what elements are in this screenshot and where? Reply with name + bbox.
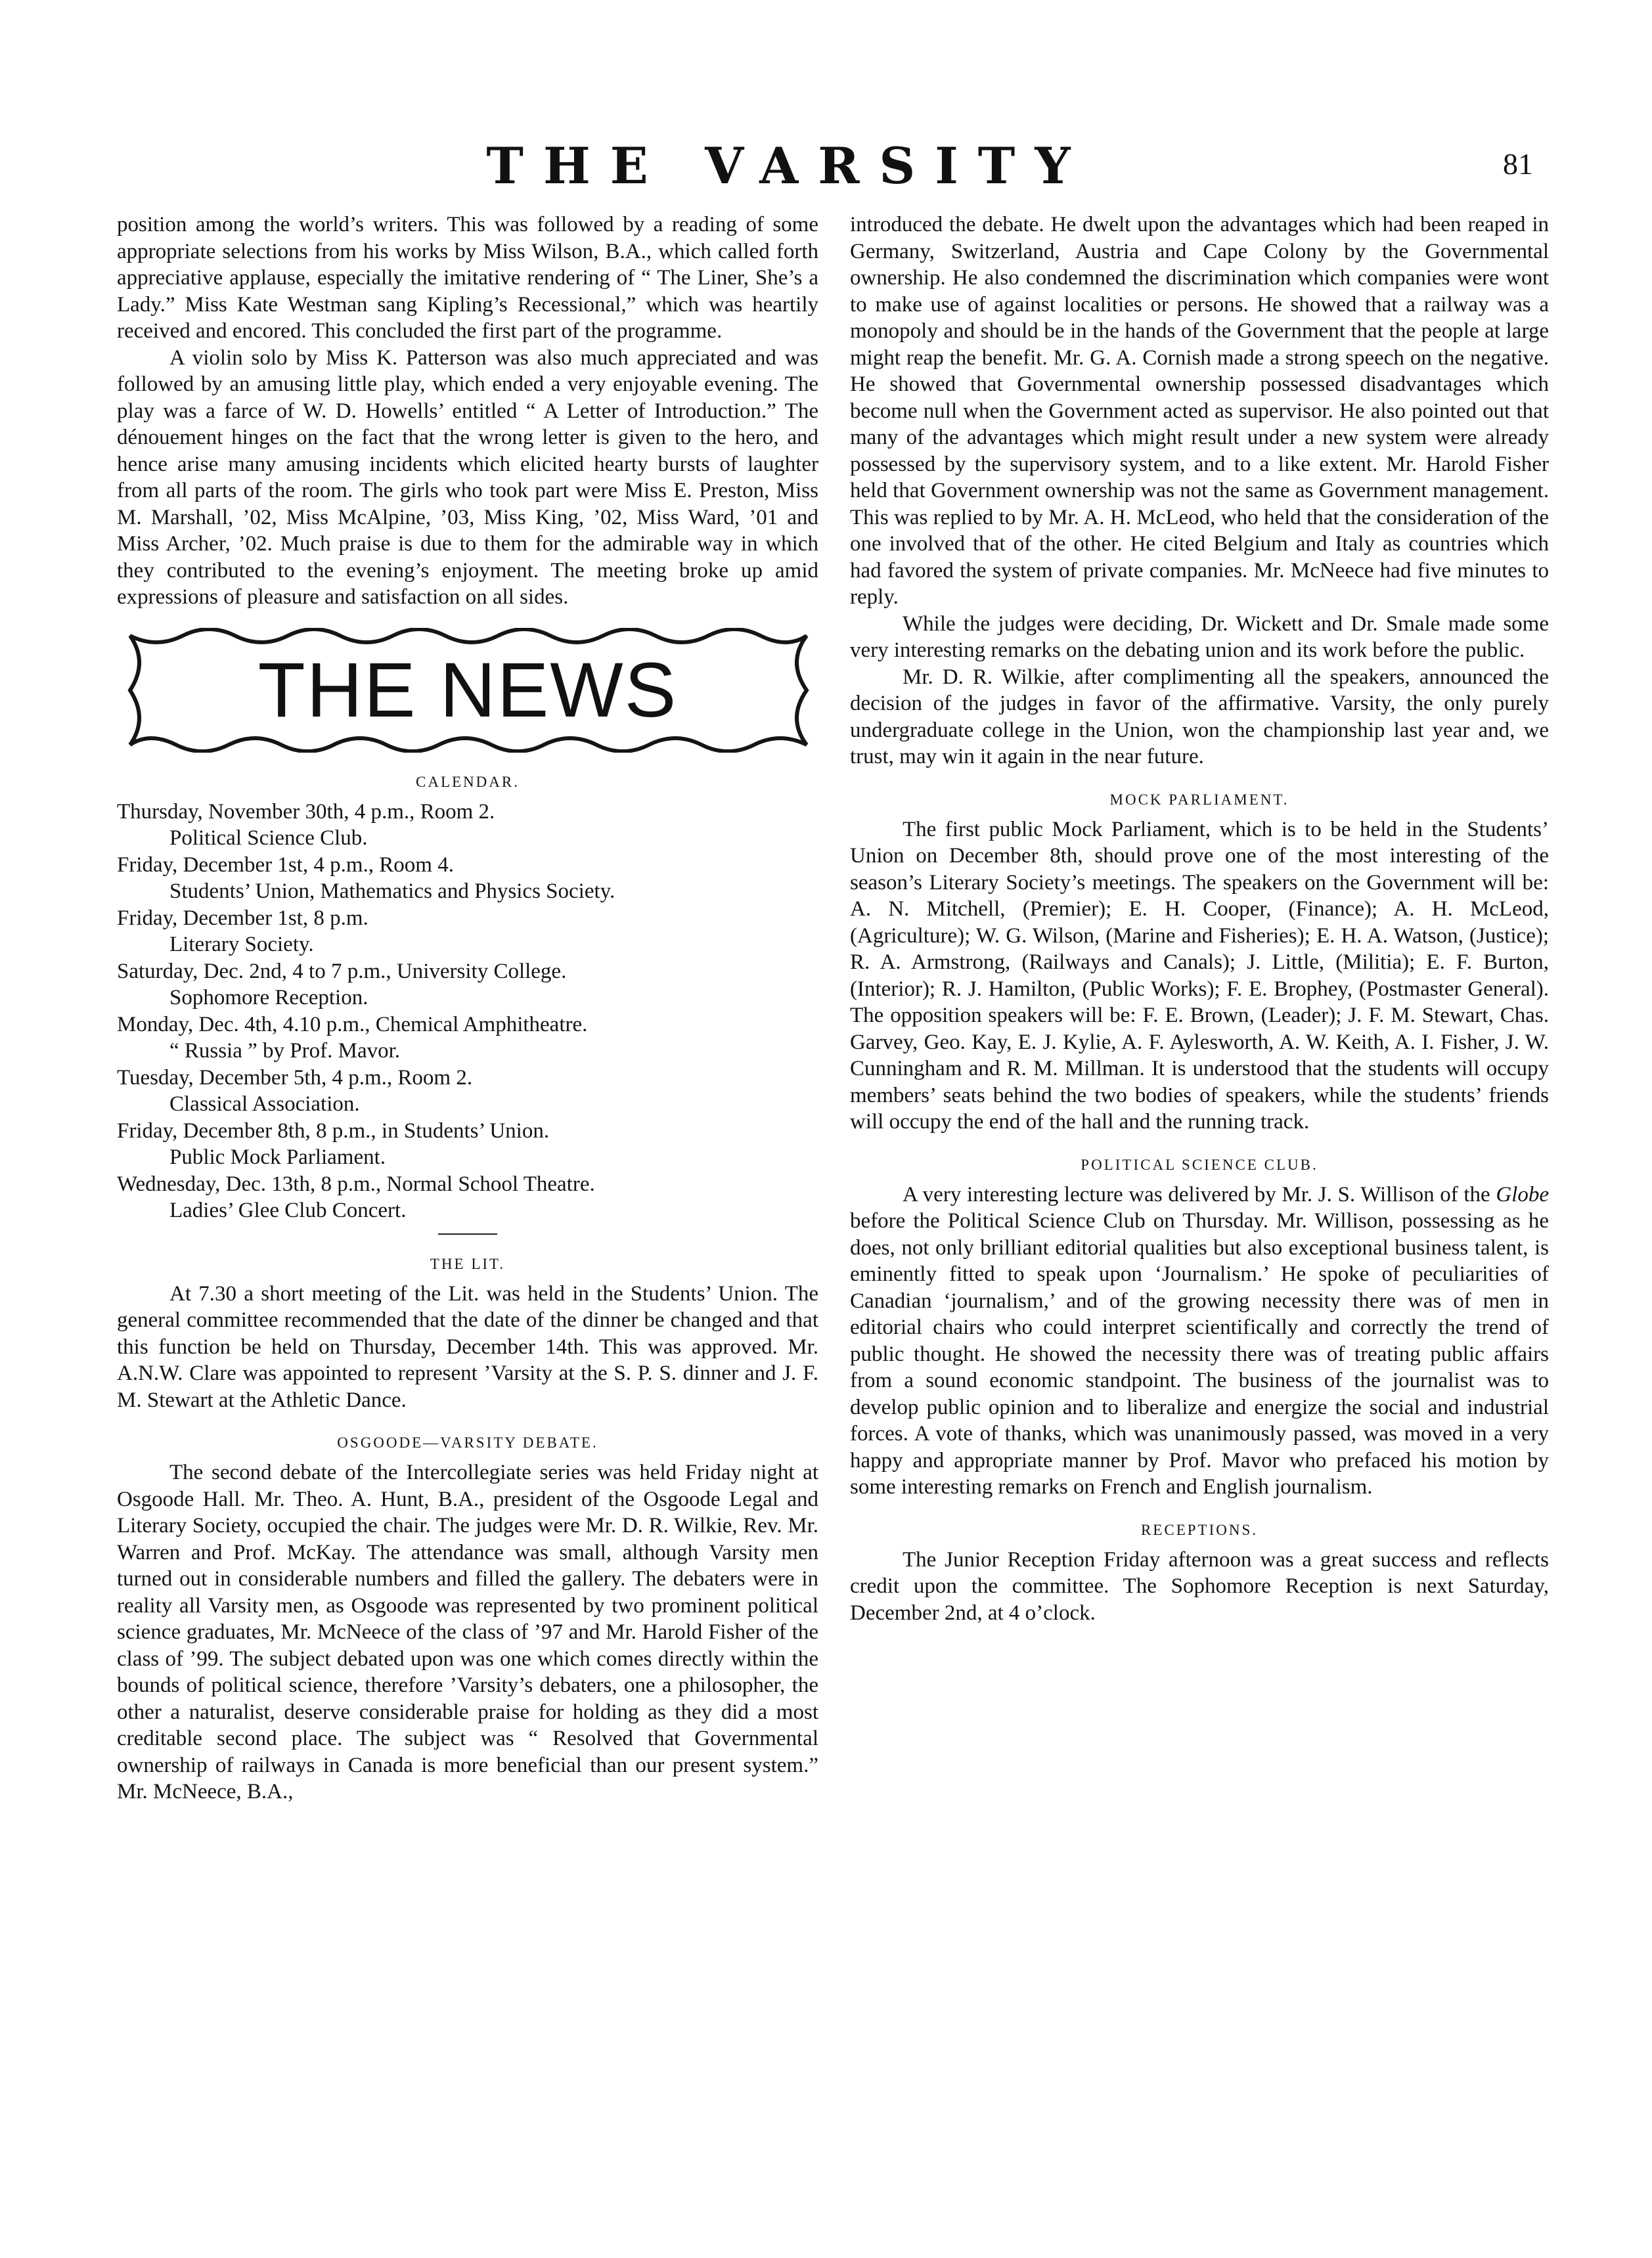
- calendar-item: [117, 958, 818, 1011]
- political-science-paragraph: [850, 1182, 1549, 1501]
- left-column: [117, 211, 818, 1805]
- calendar-detail: Students’ Union, Mathematics and Physics Society.: [169, 879, 615, 903]
- wilkie-paragraph: Mr. D. R. Wilkie, after complimenting all the speakers, announced the decision of the judges in favor of the affirmative. Varsity, the only purely undergraduate college in the Union, won the championship last year and, we trust, may win it again in the near future.: [850, 665, 1549, 768]
- calendar-heading: CALENDAR.: [416, 773, 520, 790]
- calendar-date: Tuesday, December 5th, 4 p.m., Room 2.: [117, 1065, 473, 1090]
- calendar-detail: Literary Society.: [169, 933, 314, 956]
- calendar-date: Friday, December 1st, 8 p.m.: [117, 906, 368, 930]
- receptions-heading: RECEPTIONS.: [1140, 1521, 1259, 1538]
- calendar-detail: Political Science Club.: [169, 826, 368, 850]
- judges-paragraph: While the judges were deciding, Dr. Wickett and Dr. Smale made some very interesting remarks on the debating union and its work before the public.: [850, 611, 1549, 662]
- receptions-paragraph: The Junior Reception Friday afternoon was a great success and reflects credit upon the committee. The Sophomore Reception is next Saturday, December 2nd, at 4 o’clock.: [850, 1547, 1549, 1625]
- page-number: 81: [1503, 147, 1533, 181]
- calendar-date: Friday, December 8th, 8 p.m., in Students’ Union.: [117, 1118, 550, 1143]
- calendar-detail: “ Russia ” by Prof. Mavor.: [169, 1039, 401, 1063]
- debate-paragraph: The second debate of the Intercollegiate series was held Friday night at Osgoode Hall. Mr. Theo. A. Hunt, B.A., president of the Osgoode Legal and Literary Society, occupied the chair. The judges were Mr. D. R. Wilkie, Rev. Mr. Warren and Prof. McKay. The attendance was small, although Varsity men turned out in considerable numbers and filled the gallery. The debaters were in reality all Varsity men, as Osgoode was represented by two prominent political science graduates, Mr. McNeece of the class of ’97 and Mr. Harold Fisher of the class of ’99. The subject debated upon was one which comes directly within the bounds of political science, therefore ’Varsity’s debaters, one a philosopher, the other a naturalist, deserve considerable praise for holding as they did a most creditable second place. The subject was “ Resolved that Governmental ownership of railways in Canada is more beneficial than our present system.” Mr. McNeece, B.A.,: [117, 1461, 818, 1804]
- calendar-item: [117, 852, 818, 905]
- calendar-date: Friday, December 1st, 4 p.m., Room 4.: [117, 852, 454, 877]
- calendar-item: [117, 1171, 818, 1224]
- intro-paragraph-1: position among the world’s writers. This was followed by a reading of some appropriate selections from his works by Miss Wilson, B.A., which called forth appreciative applause, especially the imitative rendering of “ The Liner, She’s a Lady.” Miss Kate Westman sang Kipling’s Recessional,” which was heartily received and encored. This concluded the first part of the programme.: [117, 213, 818, 343]
- debate-heading: OSGOODE—VARSITY DEBATE.: [337, 1434, 598, 1451]
- political-science-text-2: before the Political Science Club on Thursday. Mr. Willison, possessing as he does, not only brilliant editorial qualities but also exceptional business talent, is eminently fitted to speak upon ‘Journalism.’ He spoke of peculiarities of Canadian ‘journalism,’ and of the growing necessity there was of men in editorial chairs who could interpret scientifically and correctly the trend of public thought. He showed the necessity there was of treating public affairs from a sound economic standpoint. The business of the journalist was to develop public opinion and to liberalize and energize the social and industrial forces. A vote of thanks, which was unanimously passed, was moved in a very happy and appropriate manner by Prof. Mavor who prefaced his motion by some interesting remarks on French and English journalism.: [850, 1209, 1549, 1499]
- debate-continued-paragraph: introduced the debate. He dwelt upon the advantages which had been reaped in Germany, Switzerland, Austria and Cape Colony by the Governmental ownership. He also condemned the discrimination which companies were wont to make use of against localities or persons. He showed that a railway was a monopoly and should be in the hands of the Government that the people at large might reap the benefit. Mr. G. A. Cornish made a strong speech on the negative. He showed that Governmental ownership possessed disadvantages which become null when the Government acted as supervisor. He also pointed out that many of the advantages which might result under a new system were already possessed by the supervisory system, and to a like extent. Mr. Harold Fisher held that Government ownership was not the same as Government management. This was replied to by Mr. A. H. McLeod, who held that the consideration of the one involved that of the other. He cited Belgium and Italy as countries which had favored the system of private companies. Mr. McNeece had five minutes to reply.: [850, 213, 1549, 609]
- calendar-item: [117, 905, 818, 958]
- masthead: [0, 137, 1652, 196]
- lit-paragraph: At 7.30 a short meeting of the Lit. was held in the Students’ Union. The general committee recommended that the date of the dinner be changed and that this function be held on Thursday, December 14th. This was approved. Mr. A.N.W. Clare was appointed to represent ’Varsity at the S. P. S. dinner and J. F. M. Stewart at the Athletic Dance.: [117, 1281, 818, 1412]
- globe-title: Globe: [1496, 1182, 1549, 1206]
- calendar-item: [117, 1065, 818, 1118]
- calendar-detail: Sophomore Reception.: [169, 986, 368, 1009]
- mock-parliament-paragraph: The first public Mock Parliament, which is to be held in the Students’ Union on December 8th, should prove one of the most interesting of the season’s Literary Society’s meetings. The speakers on the Government will be: A. N. Mitchell, (Premier); E. H. Cooper, (Finance); A. H. McLeod, (Agriculture); W. G. Wilson, (Marine and Fisheries); E. H. A. Watson, (Justice); R. A. Armstrong, (Railways and Canals); J. Little, (Militia); E. F. Burton, (Interior); R. J. Hamilton, (Public Works); F. E. Brophey, (Postmaster General). The opposition speakers will be: F. E. Brown, (Leader); J. F. M. Stewart, Chas. Garvey, Geo. Kay, E. J. Kylie, A. F. Aylesworth, A. W. Keith, A. I. Fisher, J. W. Cunningham and R. M. Millman. It is understood that the students will occupy members’ seats behind the two bodies of speakers, while the students’ friends will occupy the end of the hall and the running track.: [850, 817, 1549, 1134]
- mock-parliament-heading: MOCK PARLIAMENT.: [1109, 791, 1289, 808]
- intro-paragraph-2: A violin solo by Miss K. Patterson was also much appreciated and was followed by an amusing little play, which ended a very enjoyable evening. The play was a farce of W. D. Howells’ entitled “ A Letter of Introduction.” The dénouement hinges on the fact that the wrong letter is given to the hero, and hence arise many amusing incidents which elicited hearty bursts of laughter from all parts of the room. The girls who took part were Miss E. Preston, Miss M. Marshall, ’02, Miss McAlpine, ’03, Miss King, ’02, Miss Ward, ’01 and Miss Archer, ’02. Much praise is due to them for the admirable way in which they contributed to the evening’s enjoyment. The meeting broke up amid expressions of pleasure and satisfaction on all sides.: [117, 345, 818, 609]
- calendar-detail: Classical Association.: [169, 1092, 360, 1116]
- calendar-date: Saturday, Dec. 2nd, 4 to 7 p.m., University College.: [117, 959, 567, 983]
- political-science-heading: POLITICAL SCIENCE CLUB.: [1081, 1156, 1318, 1173]
- news-banner: [117, 628, 818, 753]
- masthead-title: THE VARSITY: [486, 137, 1090, 195]
- calendar-item: [117, 799, 818, 852]
- calendar-item: [117, 1118, 818, 1171]
- calendar-date: Wednesday, Dec. 13th, 8 p.m., Normal School Theatre.: [117, 1172, 595, 1196]
- calendar-list: [117, 799, 818, 1224]
- news-banner-title: THE NEWS: [257, 646, 678, 734]
- lit-heading: THE LIT.: [430, 1255, 506, 1272]
- right-column: [850, 211, 1549, 1626]
- calendar-detail: Public Mock Parliament.: [169, 1145, 386, 1169]
- calendar-item: [117, 1011, 818, 1065]
- section-divider: [438, 1233, 497, 1235]
- calendar-detail: Ladies’ Glee Club Concert.: [169, 1199, 407, 1222]
- calendar-date: Thursday, November 30th, 4 p.m., Room 2.: [117, 799, 495, 824]
- political-science-text-1: A very interesting lecture was delivered by Mr. J. S. Willison of the: [903, 1182, 1496, 1206]
- calendar-date: Monday, Dec. 4th, 4.10 p.m., Chemical Amphitheatre.: [117, 1012, 588, 1036]
